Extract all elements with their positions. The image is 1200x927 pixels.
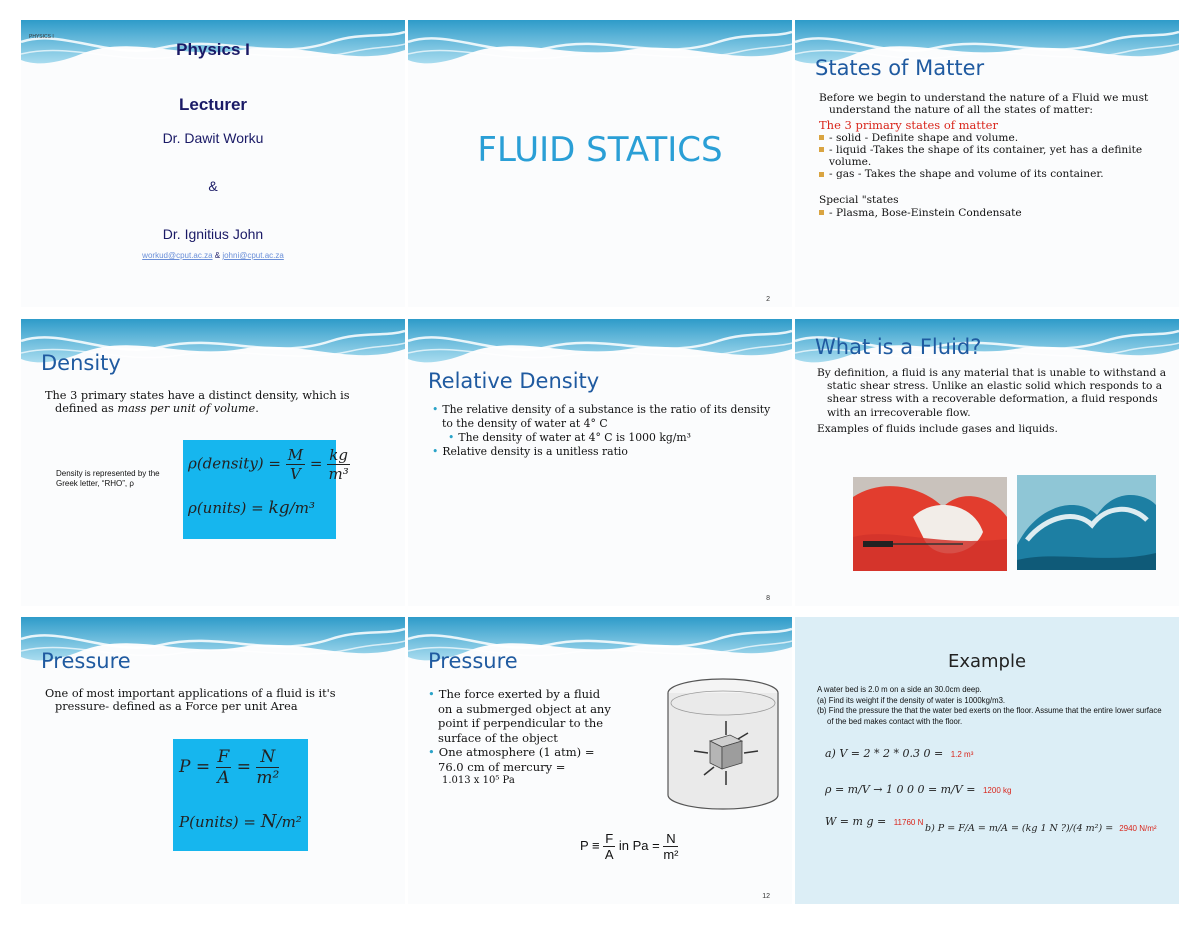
bullet-icon: • (428, 745, 435, 759)
solution-rho: ρ = m/V → 1 0 0 0 = m/V = 1200 kg (825, 783, 1012, 796)
lecturer-name-2: Dr. Ignitius John (162, 226, 264, 242)
slide-9[interactable] (795, 617, 1179, 904)
lecturer-label: Lecturer (178, 95, 248, 114)
slide-2[interactable] (408, 20, 792, 307)
density-formula-box (183, 440, 349, 539)
relative-density-bullet-1: • The relative density of a substance is the ratio of its density to the density of water at 4° C (432, 403, 771, 430)
pressure-bullet-2: • One atmosphere (1 atm) = 76.0 cm of mercury = (428, 745, 595, 774)
lecturer-name-1: Dr. Dawit Worku (162, 130, 264, 146)
slide-title: Density (41, 351, 121, 375)
slide-body (428, 687, 618, 789)
pressure-formula-box (173, 739, 308, 851)
slide-1[interactable] (21, 20, 405, 307)
pressure-bullet-1: • The force exerted by a fluid on a submerged object at any point if perpendicular to the surface of the object (428, 687, 611, 745)
state-bullet-gas: - gas - Takes the shape and volume of its container. (819, 168, 1164, 180)
slide-6[interactable] (795, 319, 1179, 606)
state-bullet-liquid: - liquid -Takes the shape of its container, yet has a definite volume. (819, 144, 1164, 168)
slide-3[interactable] (795, 20, 1179, 307)
problem-part-a: (a) Find its weight if the density of water is 1000kg/m3. (817, 695, 1006, 705)
page-number: 2 (766, 296, 770, 303)
bullet-icon: • (428, 687, 435, 701)
slide-title: Pressure (41, 649, 131, 673)
slide-8[interactable] (408, 617, 792, 904)
atm-pascal-value: 1.013 x 10⁵ Pa (442, 775, 515, 786)
bullet-icon (819, 210, 824, 215)
email-link-2[interactable]: johni@cput.ac.za (222, 251, 284, 260)
wave-header (408, 20, 792, 78)
email-line (21, 251, 405, 260)
email-separator: & (212, 251, 223, 260)
bullet-icon (819, 135, 824, 140)
slide-body (45, 389, 375, 415)
slide-small-header: PHYSICS I (29, 34, 54, 40)
bullet-icon (819, 147, 824, 152)
slide-title: Relative Density (428, 369, 600, 393)
slide-body (819, 92, 1164, 219)
slide-title: Pressure (428, 649, 518, 673)
ampersand: & (208, 178, 218, 194)
bullet-icon: • (432, 445, 439, 458)
problem-part-b: (b) Find the pressure the that the water bed exerts on the floor. Assume that the entire lower surface of the bed makes contact with the floor. (817, 706, 1162, 726)
slide-body (432, 403, 777, 459)
bullet-icon: • (432, 403, 439, 416)
slide-body (817, 685, 1167, 727)
page-number: 8 (766, 595, 770, 602)
slide-title: Example (947, 651, 1027, 672)
special-states-label: Special "states (819, 194, 899, 207)
pressure-definition: One of most important applications of a fluid is it's pressure- defined as a Force per unit Area (45, 687, 336, 714)
slide-4[interactable] (21, 319, 405, 606)
slide-title: States of Matter (815, 56, 985, 80)
submerged-cube-diagram (664, 675, 782, 815)
intro-text: Before we begin to understand the nature of a Fluid we must understand the nature of all the states of matter: (819, 92, 1149, 117)
slide-body (817, 367, 1167, 436)
relative-density-sub-bullet: • The density of water at 4° C is 1000 kg/m³ (448, 431, 691, 444)
special-state-bullet: - Plasma, Bose-Einstein Condensate (819, 207, 1164, 219)
answer-weight: 11760 N (893, 818, 924, 827)
fluid-definition: By definition, a fluid is any material that is unable to withstand a static shear stress. Unlike an elastic solid which responds to a shear stress with a recoverable deformation, a fluid responds with an irrecoverable flow. (817, 367, 1167, 419)
state-bullet-solid: - solid - Definite shape and volume. (819, 132, 1164, 144)
pressure-units-formula: P(units) = N/m² (179, 811, 302, 832)
slide-title: Physics I (176, 40, 250, 59)
bullet-icon: • (448, 431, 455, 444)
bullet-icon (819, 172, 824, 177)
density-formula: ρ(density) = $\frac{M}{V}$ = $\frac{kg}{\text{m³}}$ (188, 446, 349, 483)
density-definition: The 3 primary states have a distinct density, which is defined as mass per unit of volume. (45, 389, 350, 416)
pressure-formula: P = $\frac{F}{A}$ = $\frac{N}{\text{m²}}$ (179, 747, 280, 788)
slide-7[interactable] (21, 617, 405, 904)
density-note: Density is represented by the Greek letter, “RHO”, ρ (56, 469, 160, 488)
slide-title: What is a Fluid? (815, 335, 982, 359)
slide-body (45, 687, 375, 713)
solution-a: a) V = 2 * 2 * 0.3 0 = 1.2 m³ (825, 747, 974, 760)
slide-title: FLUID STATICS (477, 130, 723, 170)
density-units-formula: ρ(units) = kg/m³ (188, 498, 315, 518)
pressure-si-formula: P ≡ $\frac{F}{A}$ in Pa = $\frac{N}{\text{m²}}$ (580, 831, 679, 862)
smoke-photo (853, 477, 1007, 571)
fluid-examples: Examples of fluids include gases and liquids. (817, 422, 1058, 435)
answer-pressure: 2940 N/m² (1119, 824, 1157, 833)
slide-5[interactable] (408, 319, 792, 606)
page-number: 12 (762, 893, 770, 900)
relative-density-bullet-2: • Relative density is a unitless ratio (432, 445, 628, 458)
states-subhead: The 3 primary states of matter (819, 118, 998, 133)
email-link-1[interactable]: workud@cput.ac.za (142, 251, 213, 260)
problem-statement: A water bed is 2.0 m on a side an 30.0cm deep. (817, 685, 982, 694)
wave-photo (1017, 475, 1156, 570)
solution-weight: W = m g = 11760 N (825, 815, 924, 828)
answer-mass: 1200 kg (982, 786, 1012, 795)
answer-volume: 1.2 m³ (950, 750, 974, 759)
solution-b: b) P = F/A = m/A = (kg 1 N ?)/(4 m²) = 2940 N/m² (925, 823, 1157, 834)
